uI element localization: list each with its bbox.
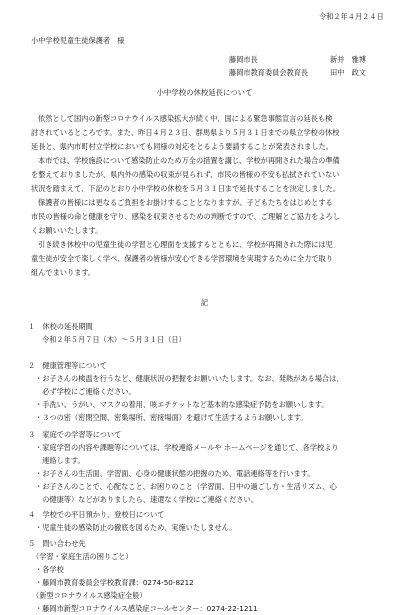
- section-line: ・児童生徒の感染防止の徹底を図るため、実施いたしません。: [35, 523, 237, 532]
- paragraph-line: 市民の皆様の命と健康を守り、感染を収束させるための判断ですので、ご理解とご協力をよろし: [31, 212, 340, 221]
- document-date: 令和２年４月２４日: [319, 12, 384, 21]
- sender-mayor-name: 新井 雅博: [330, 55, 366, 64]
- section-2: [28, 359, 388, 424]
- section-line: ・手洗い、うがい、マスクの着用、咳エチケットなど基本的な感染症予防をお願いします。: [35, 400, 329, 409]
- section-line: ・お子さんの検温を行うなど、健康状況の把握をお願いいたします。なお、発熱がある場合は、: [35, 374, 344, 383]
- section-line: ・藤岡市新型コロナウイルス感染症コールセンター：0274-22-1211: [35, 604, 258, 613]
- paragraph-line: 延長と、県内市町村立学校においても同様の対応をとるよう要請することが発表されました。: [31, 142, 333, 151]
- section-4: [28, 508, 388, 534]
- paragraph-4: [31, 238, 383, 280]
- addressee: 小中学校児童生徒保護者 様: [31, 36, 125, 45]
- paragraph-line: 引き続き休校中の児童生徒の学習と心理面を支援するとともに、学校が再開された際には児: [38, 240, 333, 249]
- document-title: 小中学校の休校延長について: [156, 88, 253, 97]
- section-line: ・お子さんの生活面、学習面、心身の健康状態の把握のため、電話連絡等を行います。: [35, 469, 315, 478]
- section-heading: ５ 問い合わせ先: [28, 539, 86, 548]
- paragraph-line: 童生徒が安全で楽しく学べ、保護者の皆様が安心できる学習環境を実現するために全力で取り: [31, 254, 333, 263]
- paragraph-3: [31, 196, 383, 238]
- section-line: （新型コロナウイルス感染症全般）: [32, 591, 147, 600]
- section-3: [28, 428, 388, 506]
- paragraph-line: 依然として国内の新型コロナウイルス感染拡大が続く中、国による緊急事態宣言の延長も検: [38, 114, 333, 123]
- paragraph-line: を整えておりましたが、県内外の感染の収束が見られず、市民の皆様の不安も払拭されていない: [31, 170, 340, 179]
- section-line: 令和２年５月７日（木）～５月３１日（日）: [42, 335, 186, 344]
- paragraph-1: [31, 112, 383, 154]
- section-line: ・家庭学習の内容や課題等については、学校連絡メールや ホームページを通じて、各学校より: [35, 443, 339, 452]
- section-heading: ３ 家庭での学習等について: [28, 430, 122, 439]
- ki-marker: 記: [200, 298, 209, 307]
- paragraph-line: 状況を踏まえて、下記のとおり小中学校の休校を５月３１日まで延長することを決定しました。: [31, 184, 340, 193]
- paragraph-line: 討されているところです。また、昨日４月２３日、群馬県より５月３１日までの県立学校の休校: [31, 128, 340, 137]
- section-heading: ２ 健康管理等について: [28, 361, 107, 370]
- section-line: ・各学校: [35, 565, 64, 574]
- section-line: ・３つの密（密閉空間、密集場所、密接場面）を避けて生活するようお願いします。: [35, 413, 308, 422]
- section-heading: １ 休校の延長期間: [28, 322, 93, 331]
- section-line: 連絡します。: [35, 456, 85, 465]
- paragraph-line: くお願いいたします。: [31, 226, 103, 235]
- section-line: ・お子さんのことで、心配なこと、お困りのこと（学習面、日中の過ごし方・生活リズム、心: [35, 482, 337, 491]
- section-5: [28, 537, 388, 613]
- paragraph-line: 本市では、学校施設について感染防止のため万全の措置を講じ、学校が再開された場合の準備: [38, 156, 340, 165]
- section-line: ・藤岡市教育委員会学校教育課：0274-50-8212: [35, 578, 194, 587]
- section-heading: ４ 学校での平日預かり、登校日について: [28, 510, 165, 519]
- sender-mayor-title: 藤岡市長: [229, 55, 258, 64]
- paragraph-line: 保護者の皆様には更なるご負担をお掛けすることとなりますが、子どもたちをはじめとする: [38, 198, 333, 207]
- sender-superintendent-title: 藤岡市教育委員会教育長: [229, 68, 309, 77]
- section-line: の健康等）などがありましたら、速還なく学校にご連絡ください。: [35, 495, 258, 504]
- paragraph-2: [31, 154, 383, 196]
- paragraph-line: 組んでまいります。: [31, 268, 96, 277]
- section-line: （学習・家庭生活の困りごと）: [32, 552, 133, 561]
- section-line: 必ず学校にご連絡ください。: [35, 387, 136, 396]
- section-1: [28, 320, 388, 346]
- sender-superintendent-name: 田中 政文: [330, 68, 366, 77]
